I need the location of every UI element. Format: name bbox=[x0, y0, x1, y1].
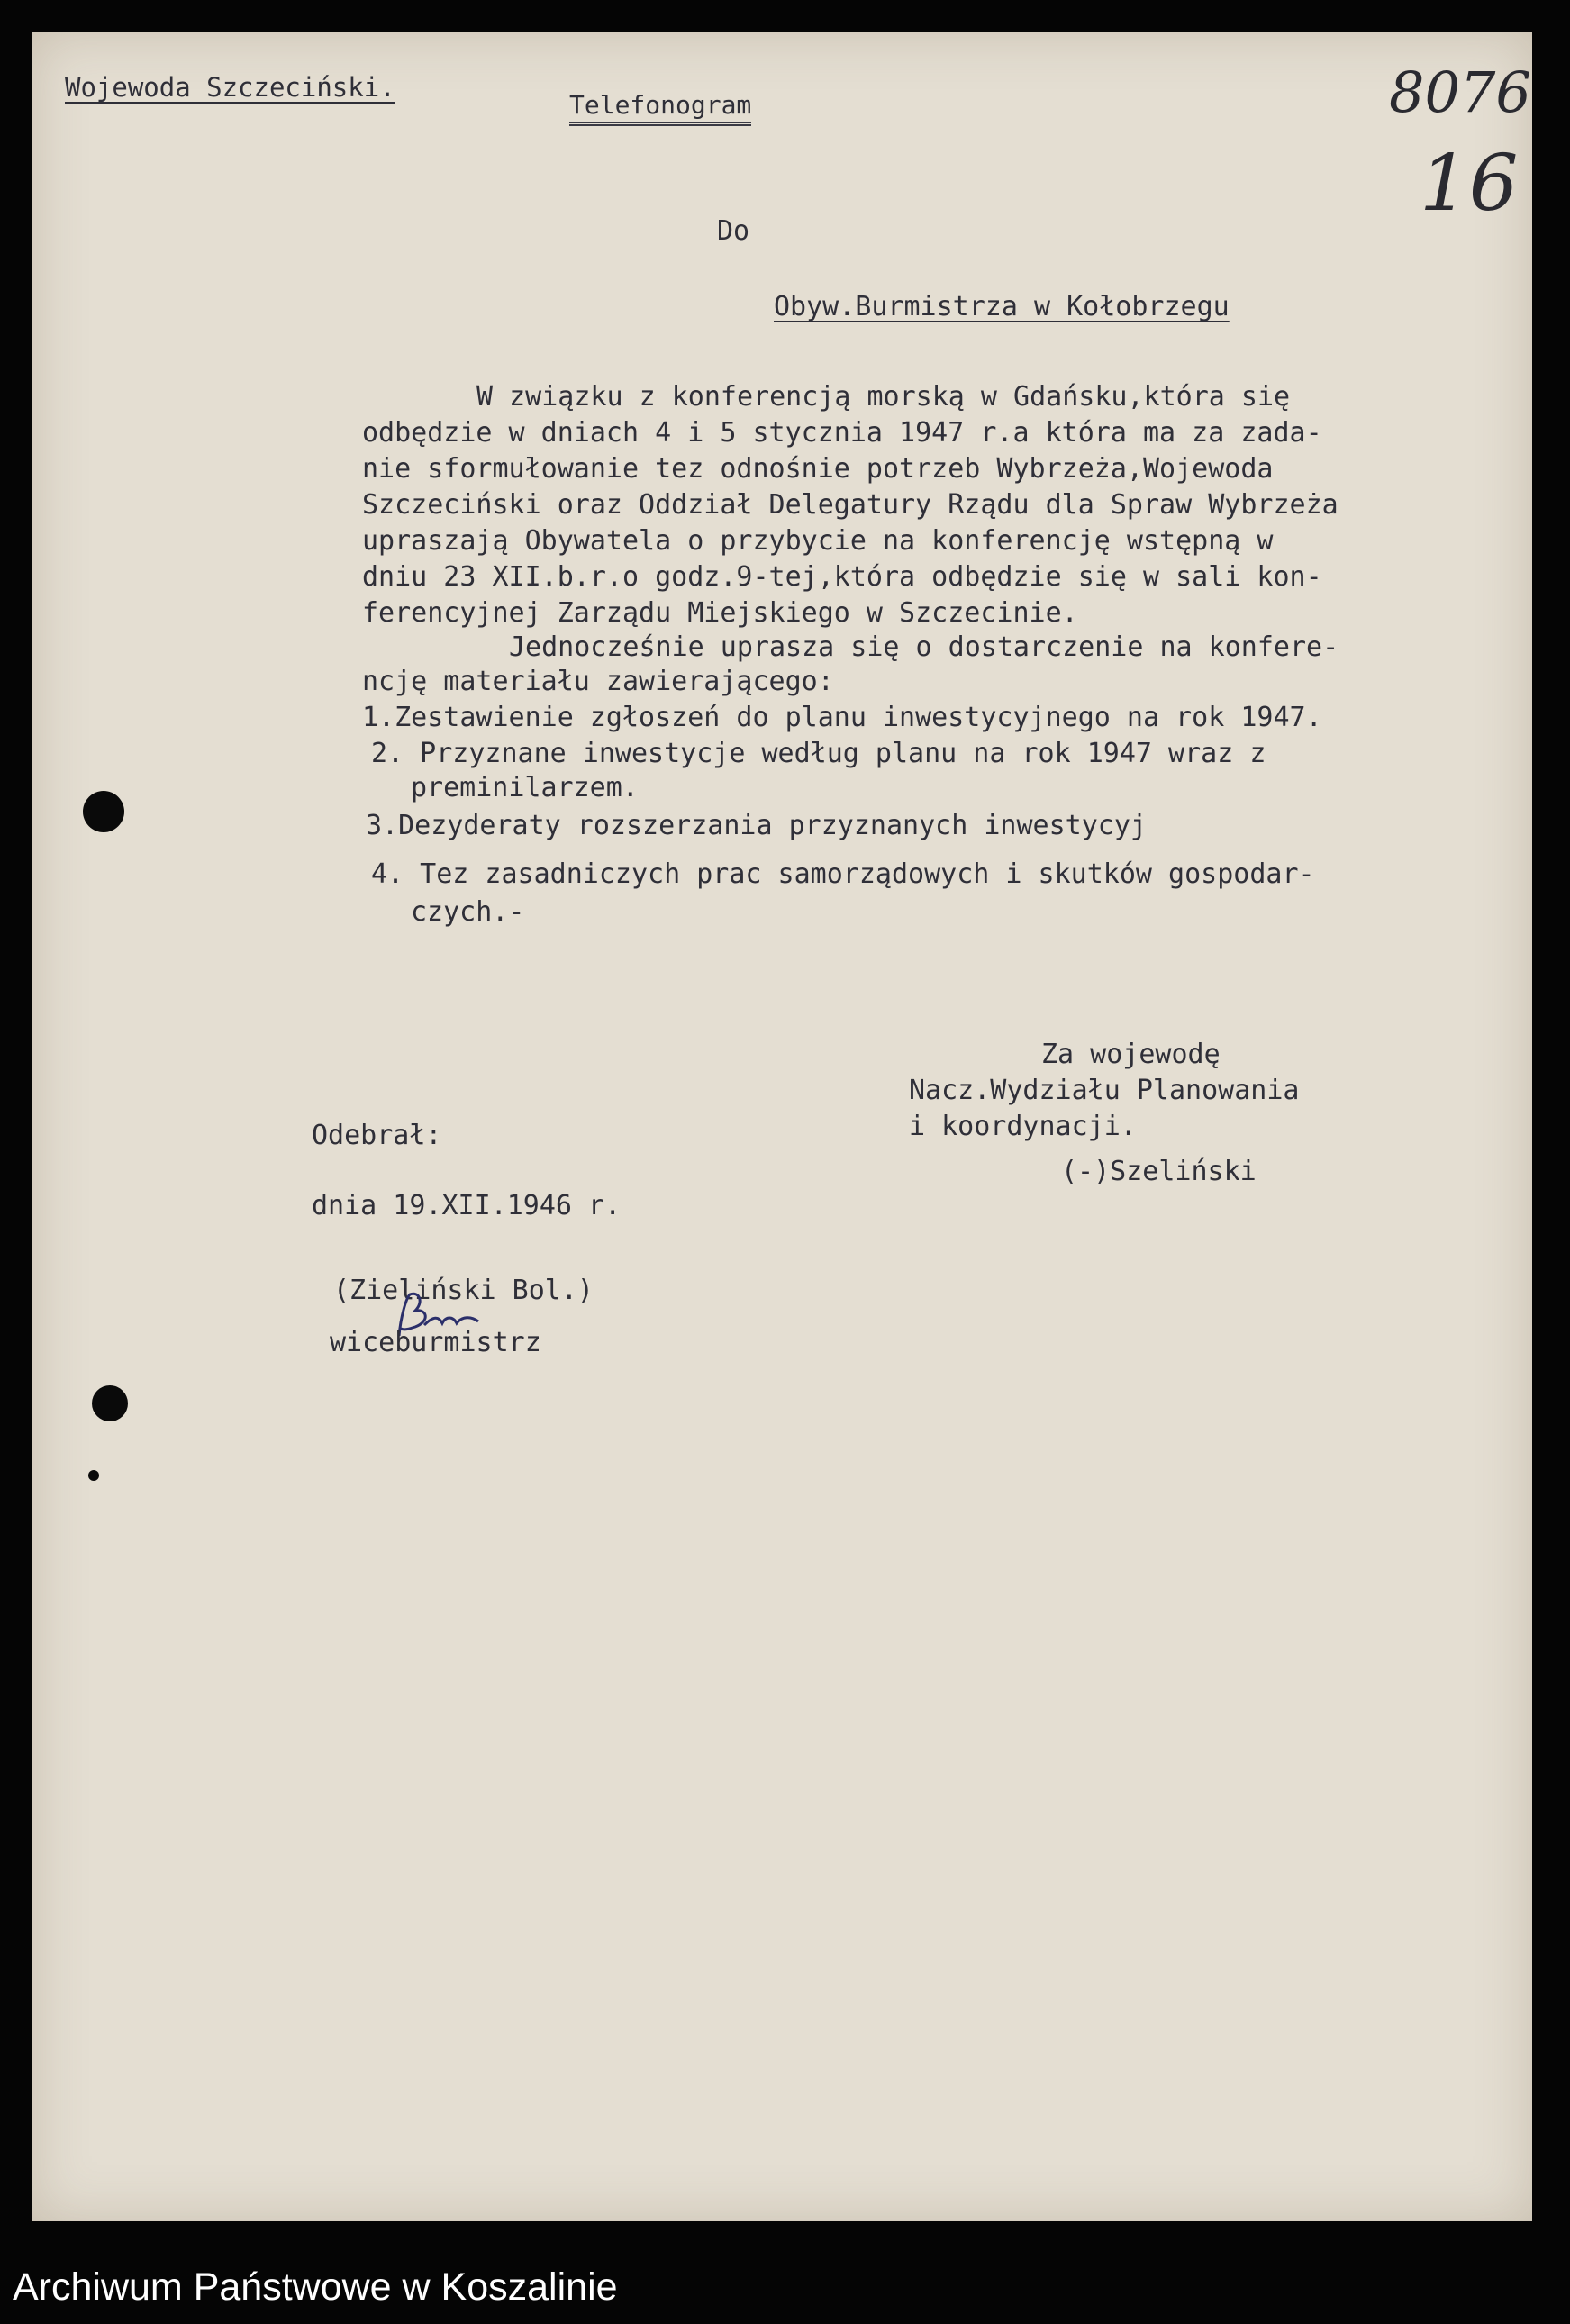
punch-hole bbox=[83, 791, 124, 832]
received-label: Odebrał: bbox=[312, 1120, 442, 1151]
receiver-title: wiceburmistrz bbox=[330, 1327, 541, 1358]
recipient-line: Obyw.Burmistrza w Kołobrzegu bbox=[774, 291, 1230, 322]
document-type-title: Telefonogram bbox=[569, 93, 751, 126]
list-item: 4. Tez zasadniczych prac samorządowych i skutków gospodar- bbox=[371, 858, 1315, 890]
body-line: Jednocześnie uprasza się o dostarczenie na konfere- bbox=[509, 631, 1339, 663]
list-item: preminilarzem. bbox=[411, 772, 639, 803]
body-line: Szczeciński oraz Oddział Delegatury Rządu dla Spraw Wybrzeża bbox=[362, 489, 1339, 521]
address-to: Do bbox=[717, 215, 750, 247]
archive-caption: Archiwum Państwowe w Koszalinie bbox=[13, 2265, 618, 2309]
body-line: W związku z konferencją morską w Gdańsku,która się bbox=[476, 381, 1291, 413]
body-line: odbędzie w dniach 4 i 5 stycznia 1947 r.a która ma za zada- bbox=[362, 417, 1322, 449]
body-line: ferencyjnej Zarządu Miejskiego w Szczecinie. bbox=[362, 597, 1078, 629]
signature-line: Za wojewodę bbox=[1041, 1039, 1221, 1070]
signature-line: i koordynacji. bbox=[909, 1111, 1137, 1142]
body-line: nie sformułowanie tez odnośnie potrzeb Wybrzeża,Wojewoda bbox=[362, 453, 1274, 485]
received-date: dnia 19.XII.1946 r. bbox=[312, 1190, 622, 1221]
list-item: czych.- bbox=[411, 896, 525, 928]
folio-number-handwritten: 16 bbox=[1420, 139, 1519, 229]
sender-heading: Wojewoda Szczeciński. bbox=[65, 72, 395, 103]
document-page bbox=[32, 32, 1532, 2221]
list-item: 3.Dezyderaty rozszerzania przyznanych inwestycyj bbox=[366, 810, 1147, 841]
body-line: ncję materiału zawierającego: bbox=[362, 666, 834, 697]
body-line: dniu 23 XII.b.r.o godz.9-tej,która odbędzie się w sali kon- bbox=[362, 561, 1322, 593]
list-item: 1.Zestawienie zgłoszeń do planu inwestycyjnego na rok 1947. bbox=[362, 702, 1322, 733]
receiver-name: (Zieliński Bol.) bbox=[333, 1275, 594, 1306]
signature-line: Nacz.Wydziału Planowania bbox=[909, 1075, 1300, 1106]
signer-name: (-)Szeliński bbox=[1061, 1156, 1257, 1187]
body-line: upraszają Obywatela o przybycie na konferencję wstępną w bbox=[362, 525, 1274, 557]
punch-hole bbox=[92, 1385, 128, 1421]
ink-dot bbox=[88, 1470, 99, 1481]
list-item: 2. Przyznane inwestycje według planu na rok 1947 wraz z bbox=[371, 738, 1266, 769]
archive-number-handwritten: 8076 bbox=[1389, 59, 1531, 125]
